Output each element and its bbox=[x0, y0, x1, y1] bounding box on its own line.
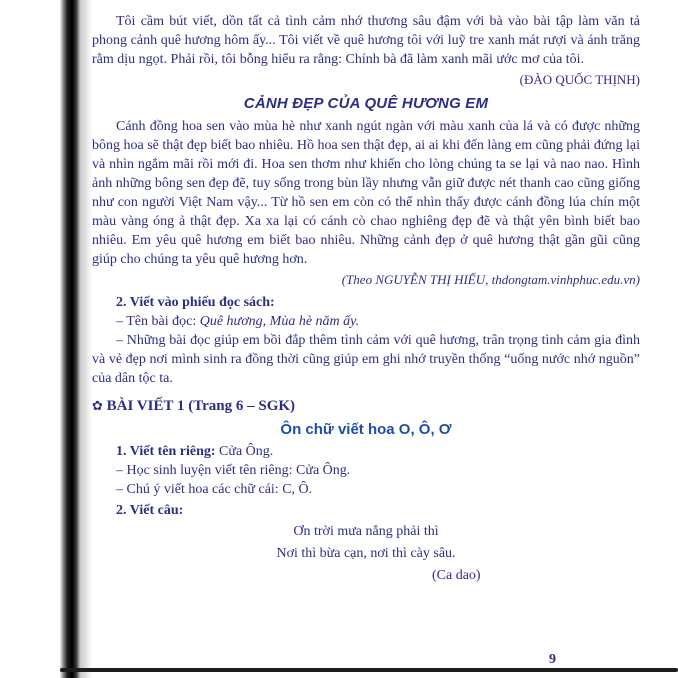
note2: – Chú ý viết hoa các chữ cái: C, Ô. bbox=[116, 482, 313, 497]
quote-paragraph: Tôi cầm bút viết, dồn tất cả tình cảm nhớ thương sâu đậm với bà vào bài tập làm văn tả phong cảnh quê hương hôm ấy... Tôi viết về quê hương tôi với luỹ tre xanh mát rượi và ánh trăng rằm dịu ngọt. Phải rồi, tôi bỗng hiểu ra rằng: Chính bà đã làm xanh mãi ước mơ của tôi. bbox=[92, 14, 640, 67]
task1 bbox=[92, 442, 640, 461]
task1-value: Cửa Ông. bbox=[219, 444, 274, 459]
essay-source: (Theo NGUYỄN THỊ HIẾU, thdongtam.vinhphuc.edu.vn) bbox=[341, 272, 640, 287]
quote-author: (ĐÀO QUỐC THỊNH) bbox=[519, 72, 640, 87]
lesson-subheading: Ôn chữ viết hoa O, Ô, Ơ bbox=[280, 421, 452, 438]
lesson-heading-text: BÀI VIẾT 1 (Trang 6 – SGK) bbox=[106, 398, 296, 414]
verse-line-2: Nơi thì bừa cạn, nơi thì cày sâu. bbox=[276, 546, 456, 561]
page-content bbox=[92, 12, 640, 585]
verse-line-1: Ơn trời mưa nắng phải thì bbox=[293, 524, 439, 539]
reading-item-reflection: – Những bài đọc giúp em bồi đắp thêm tình cảm với quê hương, trân trọng tình cảm gia đình và vẻ đẹp nơi mình sinh ra đồng thời cũng giúp em ghi nhớ truyền thống “uống nước nhớ nguồn” của dân tộc ta. bbox=[92, 333, 640, 386]
page-curve-shadow bbox=[80, 0, 92, 678]
task1-label: 1. Viết tên riêng: bbox=[116, 444, 220, 459]
verse-source: (Ca dao) bbox=[432, 568, 481, 583]
reading-item-title bbox=[92, 312, 640, 331]
book-binding bbox=[60, 0, 80, 678]
flower-icon: ✿ bbox=[92, 399, 103, 414]
reading-item-title-label: – Tên bài đọc: bbox=[116, 314, 200, 329]
lesson-heading bbox=[92, 397, 640, 416]
reading-item-title-value: Quê hương, Mùa hè năm ấy. bbox=[199, 314, 360, 329]
note1: – Học sinh luyện viết tên riêng: Cửa Ông. bbox=[116, 463, 351, 478]
task2-label: 2. Viết câu: bbox=[116, 503, 184, 518]
reading-sheet-heading: 2. Viết vào phiếu đọc sách: bbox=[116, 295, 275, 310]
essay-body: Cánh đồng hoa sen vào mùa hè như xanh ngút ngàn với màu xanh của lá và có được những bông hoa sẽ thật đẹp biết bao nhiêu. Hồ hoa sen thật đẹp, ai ai khi đến làng em cũng phải đứng lại và nhìn ngắm mãi rồi mới đi. Hoa sen thơm như khiến cho lòng chúng ta se lại và nao nao. Hình ảnh những bông sen đẹp đẽ, tuy sống trong bùn lầy nhưng vẫn giữ được nét thanh cao cũng giống như con người Việt Nam vậy... Từ hồ sen em còn có thể nhìn thấy được cánh đồng lúa chín một màu vàng óng ả thật đẹp. Xa xa lại có cánh cò chao nghiêng đẹp đẽ và thật yên bình biết bao nhiêu. Em yêu quê hương em biết bao nhiêu. Những cảnh đẹp ở quê hương thật gần gũi cũng giúp cho chúng ta yêu quê hương hơn. bbox=[92, 119, 641, 267]
page-number: 9 bbox=[549, 652, 556, 667]
page-bottom-edge bbox=[60, 668, 678, 672]
essay-title: CẢNH ĐẸP CỦA QUÊ HƯƠNG EM bbox=[243, 95, 489, 112]
